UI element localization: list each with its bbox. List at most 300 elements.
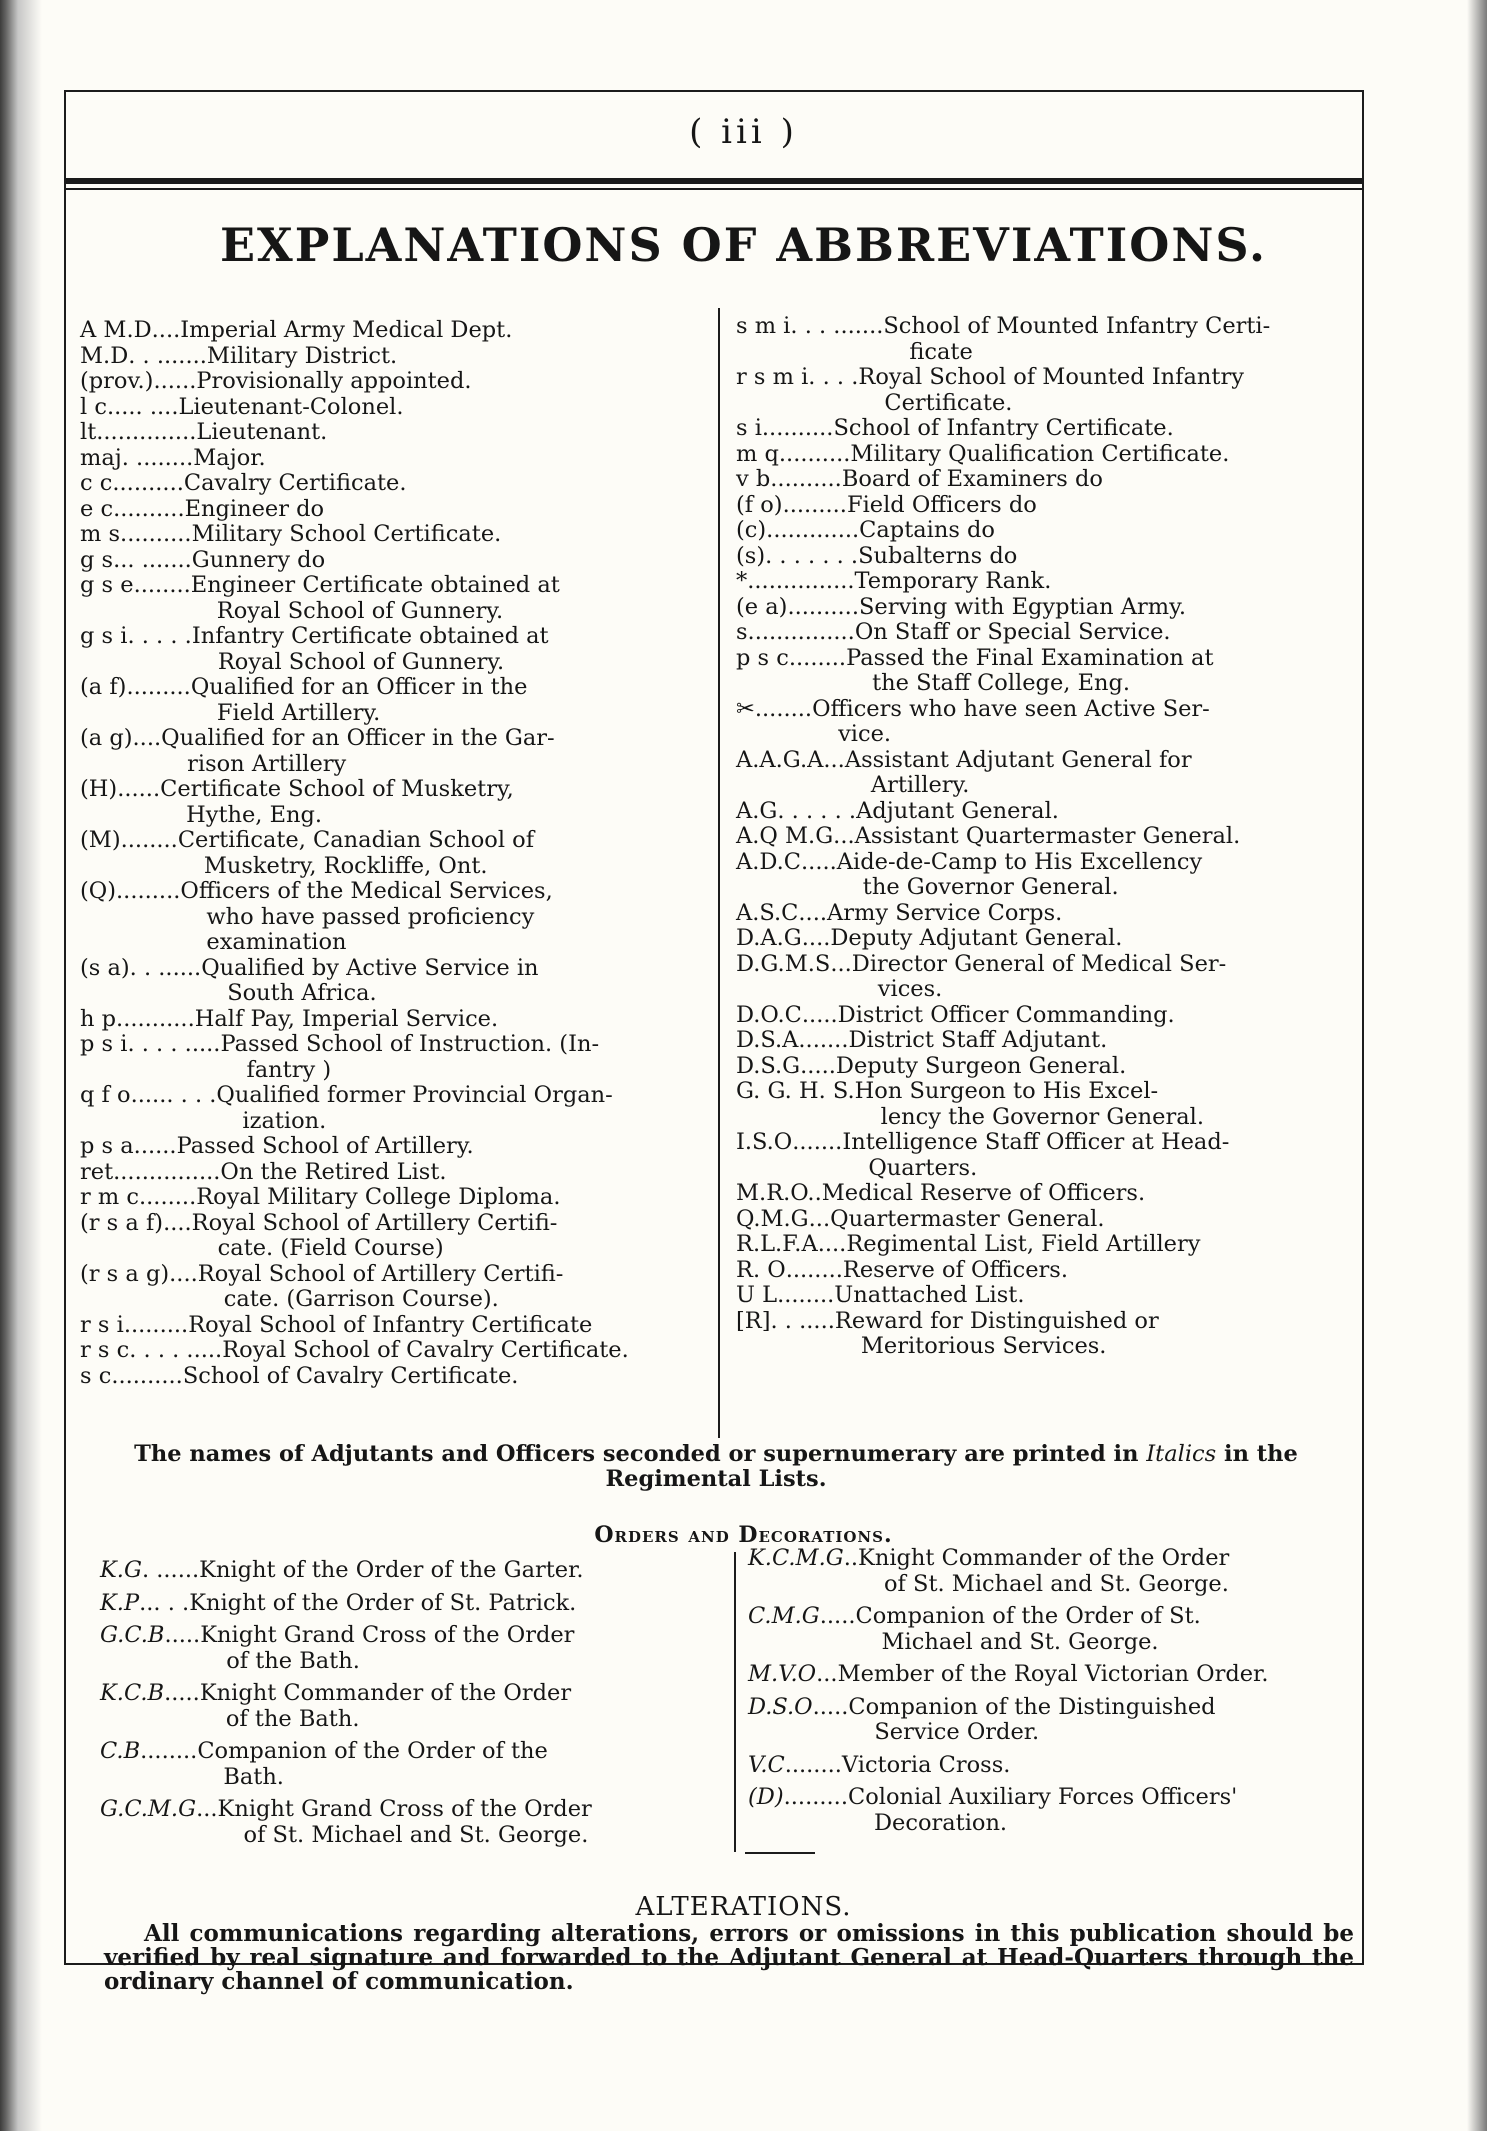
entry-row bbox=[736, 646, 1342, 697]
entry-row bbox=[80, 1083, 700, 1134]
entry-row bbox=[80, 471, 700, 497]
entry-definition bbox=[220, 1160, 700, 1186]
entry-leader-dots: . ........ bbox=[121, 444, 194, 471]
entry-abbreviation: maj bbox=[80, 444, 122, 471]
definition-line: School of Mounted Infantry Certi- bbox=[883, 313, 1271, 339]
entry-abbreviation: A.A.G.A bbox=[736, 746, 824, 773]
definition-continuation: fantry ) bbox=[246, 1056, 332, 1083]
entry-definition bbox=[842, 1130, 1342, 1181]
entry-abbreviation: A.D.C bbox=[736, 848, 802, 875]
entry-leader-dots: . . . . . . . bbox=[765, 542, 859, 569]
entry-abbreviation: p s a bbox=[80, 1133, 134, 1159]
definition-continuation: Bath. bbox=[223, 1763, 284, 1790]
entry-abbreviation: l c bbox=[80, 393, 107, 420]
definition-line: Deputy Surgeon General. bbox=[835, 1052, 1127, 1079]
entry-abbreviation: M.R.O. bbox=[736, 1180, 815, 1206]
entry-abbreviation: g s i bbox=[80, 623, 128, 649]
entry-abbreviation: G.C.B bbox=[100, 1622, 165, 1648]
definition-line: Companion of the Order of the bbox=[197, 1738, 548, 1764]
entry-row bbox=[80, 828, 700, 879]
entry-definition bbox=[191, 675, 700, 726]
entry-leader-dots: ..... bbox=[819, 1603, 856, 1629]
entry-definition bbox=[830, 1207, 1342, 1233]
entry-row bbox=[736, 569, 1342, 595]
entry-row bbox=[736, 544, 1342, 570]
entry-leader-dots: .......... bbox=[778, 440, 851, 467]
entry-definition bbox=[837, 850, 1342, 901]
entry-leader-dots: ... bbox=[816, 1661, 838, 1687]
entry-definition bbox=[850, 442, 1342, 468]
entry-definition bbox=[846, 646, 1342, 697]
entry-row bbox=[736, 952, 1342, 1003]
entry-definition bbox=[197, 1739, 712, 1790]
entry-abbreviation: (r s a f) bbox=[80, 1209, 164, 1236]
entry-row bbox=[100, 1681, 712, 1732]
entry-row bbox=[100, 1558, 712, 1584]
entry-definition bbox=[856, 1604, 1349, 1655]
entry-abbreviation: Q.M.G bbox=[736, 1205, 809, 1232]
entry-row bbox=[736, 1003, 1342, 1029]
entry-abbreviation: C.B bbox=[100, 1738, 141, 1764]
entry-abbreviation: R. O bbox=[736, 1256, 786, 1283]
entry-leader-dots: ......... bbox=[116, 878, 181, 904]
entry-row bbox=[100, 1623, 712, 1674]
entry-leader-dots: .......... bbox=[113, 495, 185, 522]
definition-continuation: Michael and St. George. bbox=[881, 1628, 1159, 1655]
definition-line: Passed School of Instruction. (In- bbox=[220, 1031, 600, 1057]
definition-line: Officers who have seen Active Ser- bbox=[812, 695, 1210, 722]
definition-line: Deputy Adjutant General. bbox=[830, 925, 1123, 951]
entry-row bbox=[100, 1591, 712, 1617]
definition-line: Qualified by Active Service in bbox=[201, 954, 539, 981]
entry-leader-dots: ........ bbox=[139, 1184, 197, 1210]
entry-definition bbox=[858, 365, 1342, 416]
entry-abbreviation: r s c bbox=[80, 1337, 130, 1363]
entry-row bbox=[748, 1753, 1348, 1779]
definition-continuation: Field Artillery. bbox=[216, 699, 381, 726]
definition-continuation: the Staff College, Eng. bbox=[872, 670, 1131, 696]
definition-continuation: of St. Michael and St. George. bbox=[243, 1821, 589, 1848]
definition-line: Provisionally appointed. bbox=[196, 368, 472, 394]
entry-abbreviation: (D) bbox=[748, 1784, 784, 1810]
entry-definition bbox=[855, 620, 1342, 646]
definition-line: Engineer Certificate obtained at bbox=[190, 572, 560, 598]
entry-definition bbox=[195, 1007, 700, 1033]
definition-line: Certificate, Canadian School of bbox=[177, 827, 535, 853]
entry-row bbox=[748, 1695, 1348, 1746]
entry-definition bbox=[852, 952, 1342, 1003]
entry-row bbox=[80, 675, 700, 726]
definition-line: Royal School of Artillery Certifi- bbox=[191, 1209, 558, 1236]
entry-row bbox=[80, 318, 700, 344]
entry-row bbox=[80, 777, 700, 828]
entry-definition bbox=[218, 1797, 712, 1848]
entry-leader-dots: ... bbox=[196, 1796, 218, 1822]
entry-abbreviation: U L bbox=[736, 1282, 778, 1308]
entry-leader-dots: ............. bbox=[766, 517, 860, 543]
entry-row bbox=[80, 395, 700, 421]
entry-abbreviation: v b bbox=[736, 466, 771, 492]
entry-definition bbox=[191, 573, 700, 624]
orders-left-column bbox=[100, 1558, 712, 1855]
entry-leader-dots: ..... .... bbox=[106, 393, 179, 420]
entry-abbreviation: (M) bbox=[80, 827, 121, 853]
entry-abbreviation: s i bbox=[736, 415, 762, 441]
entry-row bbox=[80, 624, 700, 675]
definition-line: Gunnery do bbox=[191, 546, 326, 573]
entry-row bbox=[80, 1032, 700, 1083]
italics-note-text: The names of Adjutants and Officers seconded or supernumerary are printed in Italics in the Regimental Lists. bbox=[134, 1441, 1298, 1492]
entry-definition bbox=[196, 1185, 700, 1211]
entry-definition bbox=[192, 1211, 700, 1262]
entry-leader-dots: . . ...... bbox=[129, 954, 202, 981]
entry-definition bbox=[856, 799, 1342, 825]
entry-leader-dots: .... bbox=[817, 1231, 847, 1257]
entry-abbreviation: h p bbox=[80, 1005, 117, 1032]
entry-abbreviation: c c bbox=[80, 470, 113, 496]
definition-line: Qualified for an Officer in the bbox=[190, 674, 528, 700]
entry-row bbox=[736, 1283, 1342, 1309]
definition-line: Companion of the Distinguished bbox=[848, 1693, 1216, 1720]
definition-line: Adjutant General. bbox=[856, 797, 1059, 824]
entry-leader-dots: ........ bbox=[140, 1738, 198, 1764]
entry-abbreviation: A.Q M.G bbox=[736, 823, 834, 849]
entry-abbreviation: (s) bbox=[736, 542, 766, 569]
entry-leader-dots: .... bbox=[801, 925, 831, 951]
entry-row bbox=[736, 620, 1342, 646]
entry-row bbox=[80, 1185, 700, 1211]
definition-line: Companion of the Order of St. bbox=[855, 1603, 1201, 1629]
entry-leader-dots: ..... bbox=[800, 1052, 836, 1079]
orders-column-divider bbox=[734, 1552, 736, 1852]
definition-line: Board of Examiners do bbox=[841, 466, 1103, 492]
entry-row bbox=[736, 824, 1342, 850]
entry-row bbox=[736, 1028, 1342, 1054]
definition-line: Royal School of Cavalry Certificate. bbox=[222, 1337, 629, 1363]
entry-abbreviation: I.S.O bbox=[736, 1129, 793, 1155]
definition-line: Knight Commander of the Order bbox=[199, 1680, 572, 1706]
definition-line: Intelligence Staff Officer at Head- bbox=[842, 1129, 1230, 1155]
entry-definition bbox=[198, 1262, 700, 1313]
entry-leader-dots: ......... bbox=[126, 674, 191, 700]
entry-row bbox=[80, 726, 700, 777]
entry-leader-dots: ..... bbox=[164, 1680, 200, 1706]
definition-line: Knight Commander of the Order bbox=[858, 1545, 1230, 1571]
entry-definition bbox=[833, 416, 1342, 442]
entry-row bbox=[748, 1785, 1348, 1836]
entry-leader-dots: .. bbox=[843, 1545, 859, 1571]
entry-leader-dots: ... bbox=[823, 746, 845, 773]
definition-line: Engineer do bbox=[184, 495, 325, 522]
entry-row bbox=[80, 573, 700, 624]
entry-abbreviation: (e a) bbox=[736, 593, 788, 620]
entry-definition bbox=[855, 569, 1342, 595]
entry-row bbox=[736, 314, 1342, 365]
entry-abbreviation: A.G bbox=[736, 797, 778, 824]
entry-abbreviation: g s e bbox=[80, 572, 134, 598]
entry-abbreviation: q f o bbox=[80, 1082, 131, 1108]
entry-definition bbox=[180, 318, 700, 344]
entry-leader-dots: . . . . bbox=[808, 364, 859, 390]
definition-line: Temporary Rank. bbox=[854, 568, 1052, 594]
entry-row bbox=[80, 548, 700, 574]
entry-leader-dots: ..... bbox=[812, 1693, 849, 1720]
entry-row bbox=[736, 518, 1342, 544]
entry-abbreviation: D.S.G bbox=[736, 1052, 801, 1079]
entry-definition bbox=[845, 748, 1342, 799]
definition-line: Royal School of Infantry Certificate bbox=[188, 1311, 593, 1338]
definition-line: Serving with Egyptian Army. bbox=[858, 593, 1187, 620]
entry-definition bbox=[838, 1662, 1348, 1688]
entry-abbreviation: (c) bbox=[736, 517, 767, 543]
alterations-text: All communications regarding alterations, errors or omissions in this publication should be verified by real signature and forwarded to the Adjutant General at Head-Quarters through the ordinary channel of communication. bbox=[104, 1920, 1354, 1995]
entry-leader-dots: ......... bbox=[783, 1784, 848, 1810]
definition-line: Regimental List, Field Artillery bbox=[846, 1231, 1201, 1257]
definition-line: Assistant Quartermaster General. bbox=[854, 823, 1241, 849]
entry-abbreviation: D.A.G bbox=[736, 925, 802, 951]
entry-definition bbox=[846, 1232, 1342, 1258]
orders-right-column bbox=[748, 1546, 1348, 1843]
definition-line: Assistant Adjutant General for bbox=[844, 746, 1192, 773]
entry-leader-dots: ..... bbox=[164, 1622, 201, 1648]
entry-definition bbox=[178, 395, 700, 421]
entry-row bbox=[100, 1739, 712, 1790]
definition-line: Reward for Distinguished or bbox=[834, 1307, 1159, 1334]
entry-abbreviation: C.M.G bbox=[748, 1603, 820, 1629]
definition-line: Captains do bbox=[859, 517, 995, 543]
entry-leader-dots: . . . . ..... bbox=[129, 1337, 223, 1363]
definition-continuation: examination bbox=[206, 929, 347, 955]
entry-definition bbox=[848, 1695, 1348, 1746]
definition-line: Director General of Medical Ser- bbox=[851, 950, 1227, 977]
entry-definition bbox=[193, 446, 700, 472]
entry-leader-dots: . . ..... bbox=[770, 1307, 835, 1334]
entry-definition bbox=[827, 901, 1342, 927]
entry-row bbox=[736, 595, 1342, 621]
entry-definition bbox=[855, 1079, 1342, 1130]
entry-abbreviation: m q bbox=[736, 440, 779, 467]
entry-abbreviation: A M.D bbox=[80, 317, 152, 343]
entry-leader-dots: ............... bbox=[747, 619, 855, 645]
entry-row bbox=[80, 1134, 700, 1160]
entry-abbreviation: D.O.C bbox=[736, 1001, 802, 1028]
entry-leader-dots: ............... bbox=[113, 1158, 221, 1185]
entry-row bbox=[80, 879, 700, 956]
entry-leader-dots: .......... bbox=[787, 593, 859, 620]
entry-leader-dots: ..... bbox=[801, 848, 837, 875]
entry-row bbox=[80, 1007, 700, 1033]
entry-leader-dots: ........ bbox=[788, 644, 847, 671]
definition-line: Army Service Corps. bbox=[827, 899, 1063, 926]
definition-line: Passed the Final Examination at bbox=[846, 644, 1214, 671]
definition-continuation: Musketry, Rockliffe, Ont. bbox=[203, 852, 488, 879]
definition-line: School of Infantry Certificate. bbox=[833, 415, 1174, 441]
definition-line: Knight Grand Cross of the Order bbox=[217, 1796, 592, 1822]
entry-abbreviation: V.C bbox=[748, 1751, 785, 1778]
definition-continuation: ficate bbox=[909, 338, 973, 365]
entry-leader-dots: .... bbox=[151, 317, 181, 343]
definition-continuation: the Governor General. bbox=[862, 874, 1119, 900]
definition-continuation: cate. (Field Course) bbox=[217, 1235, 444, 1261]
entry-abbreviation: lt bbox=[80, 419, 97, 445]
entry-leader-dots: . . . . ..... bbox=[127, 1031, 221, 1057]
entry-definition bbox=[848, 1785, 1348, 1836]
definition-line: Knight of the Order of St. Patrick. bbox=[189, 1589, 577, 1616]
definition-line: District Staff Adjutant. bbox=[848, 1027, 1108, 1053]
scan-edge-shadow bbox=[0, 0, 42, 2131]
entry-leader-dots: ......... bbox=[782, 491, 847, 518]
entry-row bbox=[736, 416, 1342, 442]
entry-leader-dots: ....... bbox=[798, 1027, 849, 1053]
entry-row bbox=[80, 1313, 700, 1339]
entry-row bbox=[80, 956, 700, 1007]
entry-row bbox=[100, 1797, 712, 1848]
definition-continuation: of the Bath. bbox=[226, 1647, 360, 1674]
entry-definition bbox=[822, 1181, 1342, 1207]
definition-line: Half Pay, Imperial Service. bbox=[194, 1005, 499, 1032]
entry-definition bbox=[216, 1083, 700, 1134]
entry-definition bbox=[200, 1681, 712, 1732]
definition-line: Knight of the Order of the Garter. bbox=[199, 1557, 584, 1583]
entry-leader-dots: ......... bbox=[123, 1311, 189, 1338]
entry-abbreviation: (Q) bbox=[80, 878, 117, 904]
definition-line: Royal School of Mounted Infantry bbox=[858, 364, 1244, 390]
entry-definition bbox=[188, 1313, 700, 1339]
entry-row bbox=[80, 344, 700, 370]
entry-abbreviation: D.S.O bbox=[748, 1693, 813, 1720]
entry-abbreviation: r s m i bbox=[736, 364, 809, 390]
entry-abbreviation: R.L.F.A bbox=[736, 1231, 818, 1257]
entry-row bbox=[80, 1364, 700, 1390]
entry-row bbox=[748, 1546, 1348, 1597]
entry-leader-dots: ... bbox=[830, 950, 852, 977]
entry-definition bbox=[178, 828, 700, 879]
entry-leader-dots: ........ bbox=[784, 1751, 842, 1778]
entry-abbreviation: D.G.M.S bbox=[736, 950, 831, 977]
entry-abbreviation: G. G. H. S. bbox=[736, 1078, 855, 1104]
entry-leader-dots: ...... bbox=[117, 776, 161, 802]
entry-leader-dots: . ...... bbox=[141, 1557, 200, 1583]
entry-definition bbox=[180, 879, 700, 956]
entry-leader-dots: . . . ....... bbox=[790, 313, 884, 339]
entry-abbreviation: * bbox=[736, 568, 748, 594]
entry-leader-dots: ... ....... bbox=[113, 546, 192, 573]
entry-abbreviation: (f o) bbox=[736, 491, 783, 518]
italics-note bbox=[96, 1442, 1336, 1492]
entry-definition bbox=[812, 697, 1342, 748]
entry-abbreviation: K.G bbox=[100, 1557, 142, 1583]
entry-leader-dots: ... . . bbox=[139, 1589, 190, 1616]
entry-leader-dots: ...... bbox=[153, 368, 197, 394]
entry-definition bbox=[858, 544, 1342, 570]
definition-line: Military School Certificate. bbox=[191, 521, 502, 547]
entry-leader-dots: ... bbox=[833, 823, 855, 849]
entry-definition bbox=[196, 369, 700, 395]
entry-abbreviation: e c bbox=[80, 495, 114, 522]
entry-definition bbox=[834, 1283, 1342, 1309]
definition-continuation: Royal School of Gunnery. bbox=[217, 648, 505, 675]
entry-row bbox=[80, 1262, 700, 1313]
entry-leader-dots: .............. bbox=[96, 419, 197, 445]
entry-definition bbox=[836, 1054, 1342, 1080]
definition-line: Royal Military College Diploma. bbox=[196, 1184, 561, 1210]
entry-definition bbox=[838, 1003, 1342, 1029]
entry-definition bbox=[830, 926, 1342, 952]
entry-row bbox=[736, 901, 1342, 927]
entry-definition bbox=[859, 518, 1342, 544]
entry-definition bbox=[161, 726, 700, 777]
entry-row bbox=[80, 369, 700, 395]
entry-abbreviation: D.S.A bbox=[736, 1027, 799, 1053]
entry-leader-dots: . . ....... bbox=[128, 342, 207, 369]
definition-line: Infantry Certificate obtained at bbox=[191, 623, 549, 649]
entry-row bbox=[736, 1207, 1342, 1233]
entry-abbreviation: (prov.) bbox=[80, 368, 154, 394]
entry-leader-dots: ........ bbox=[133, 572, 191, 598]
entry-abbreviation: s c bbox=[80, 1362, 112, 1389]
entry-row bbox=[736, 1054, 1342, 1080]
definition-line: Imperial Army Medical Dept. bbox=[180, 317, 513, 343]
entry-definition bbox=[192, 624, 700, 675]
entry-abbreviation: ✂ bbox=[736, 695, 755, 722]
entry-definition bbox=[220, 1032, 700, 1083]
entry-leader-dots: .... bbox=[163, 1209, 192, 1236]
entry-definition bbox=[222, 1338, 700, 1364]
entry-abbreviation: p s i bbox=[80, 1031, 128, 1057]
entry-abbreviation: (s a) bbox=[80, 954, 130, 981]
definition-line: District Officer Commanding. bbox=[837, 1001, 1175, 1028]
abbreviations-left-column bbox=[80, 318, 700, 1389]
definition-line: Aide-de-Camp to His Excellency bbox=[836, 848, 1203, 875]
entry-abbreviation: K.P bbox=[100, 1589, 140, 1616]
entry-definition bbox=[189, 1591, 712, 1617]
definition-continuation: ization. bbox=[242, 1107, 327, 1134]
entry-row bbox=[736, 467, 1342, 493]
entry-leader-dots: . . . . . bbox=[127, 623, 192, 649]
entry-abbreviation: K.C.M.G bbox=[748, 1545, 844, 1571]
orders-heading: Orders and Decorations. bbox=[594, 1522, 893, 1548]
entry-row bbox=[736, 1258, 1342, 1284]
entry-leader-dots: ........ bbox=[754, 695, 813, 722]
abbreviations-right-column bbox=[736, 314, 1342, 1360]
entry-definition bbox=[843, 1258, 1342, 1284]
entry-abbreviation: (r s a g) bbox=[80, 1260, 170, 1287]
entry-leader-dots: .......... bbox=[761, 415, 834, 441]
entry-definition bbox=[192, 522, 700, 548]
entry-row bbox=[736, 365, 1342, 416]
entry-definition bbox=[842, 467, 1342, 493]
definition-continuation: Quarters. bbox=[868, 1154, 978, 1181]
definition-line: Lieutenant-Colonel. bbox=[178, 393, 404, 420]
entry-definition bbox=[201, 956, 700, 1007]
entry-row bbox=[80, 420, 700, 446]
entry-leader-dots: ........ bbox=[777, 1282, 835, 1308]
entry-row bbox=[736, 697, 1342, 748]
definition-continuation: Artillery. bbox=[870, 772, 970, 798]
entry-definition bbox=[855, 824, 1342, 850]
entry-abbreviation: m s bbox=[80, 521, 121, 547]
entry-row bbox=[80, 522, 700, 548]
scan-edge-shadow-right bbox=[1467, 0, 1487, 2131]
definition-line: Cavalry Certificate. bbox=[183, 470, 407, 496]
entry-leader-dots: .......... bbox=[112, 470, 184, 496]
entry-abbreviation: (H) bbox=[80, 776, 118, 802]
entry-definition bbox=[192, 548, 700, 574]
entry-leader-dots: . bbox=[814, 1180, 822, 1206]
entry-definition bbox=[858, 1546, 1348, 1597]
entry-leader-dots: ............... bbox=[747, 568, 855, 594]
entry-leader-dots: ... bbox=[808, 1205, 831, 1232]
